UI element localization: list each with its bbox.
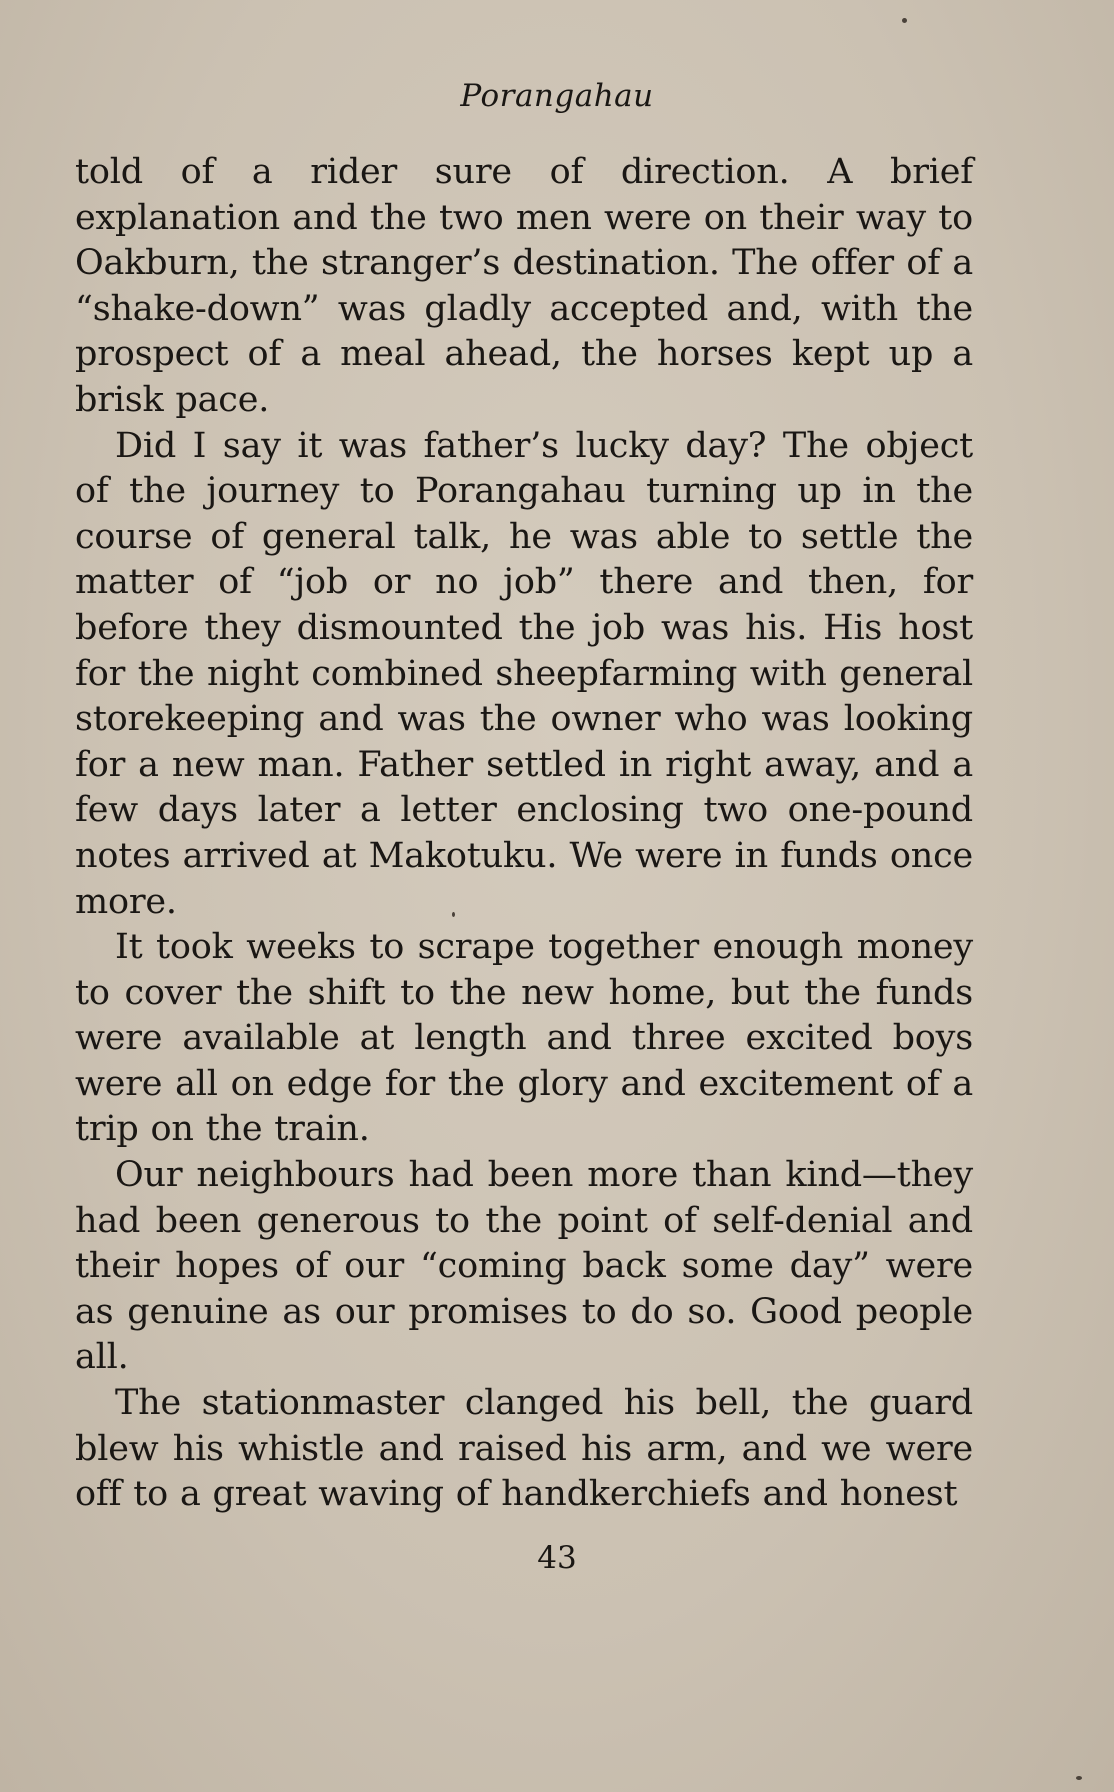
body-text <box>75 150 973 1518</box>
paragraph-4: Our neighbours had been more than kind—they had been generous to the point of self-denial and their hopes of our “coming back some day” were as genuine as our promises to do so. Good people all. <box>75 1155 973 1378</box>
paragraph-5: The stationmaster clanged his bell, the guard blew his whistle and raised his arm, and we were off to a great waving of handkerchiefs and honest <box>75 1383 973 1515</box>
page-number: 43 <box>537 1540 577 1576</box>
paragraph-2: Did I say it was father’s lucky day? The object of the journey to Porangahau turning up in the course of general talk, he was able to settle the matter of “job or no job” there and then, for before they dismounted the job was his. His host for the night combined sheepfarming with general storekeeping and was the owner who was looking for a new man. Father settled in right away, and a few days later a letter enclosing two one-pound notes arrived at Makotuku. We were in funds once more. <box>75 425 973 922</box>
paragraph-1: told of a rider sure of direction. A brief explanation and the two men were on their way to Oakburn, the stranger’s destination. The offer of a “shake-down” was gladly accepted and, with the prospect of a meal ahead, the horses kept up a brisk pace. <box>75 152 973 420</box>
running-head: Porangahau <box>460 78 654 114</box>
paper-speck <box>902 18 907 23</box>
paragraph-3: It took weeks to scrape together enough money to cover the shift to the new home, but the funds were available at length and three excited boys were all on edge for the glory and excitement of a trip on the train. <box>75 927 973 1150</box>
paper-speck <box>1076 1776 1082 1780</box>
paper-speck <box>452 912 455 917</box>
